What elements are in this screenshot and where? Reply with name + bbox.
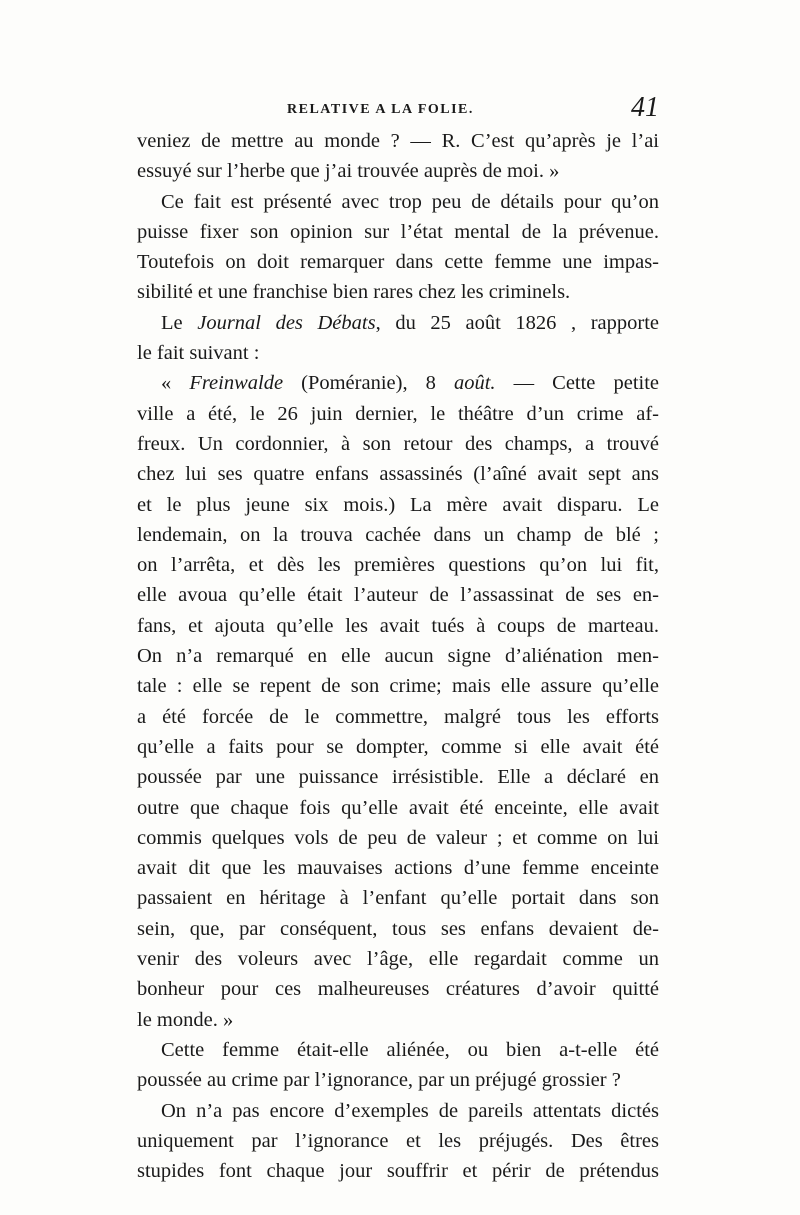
text-line: qu’elle a faits pour se dompter, comme si elle avait été bbox=[137, 735, 659, 758]
place-name: Freinwalde bbox=[189, 372, 284, 395]
text-line: le monde. » bbox=[137, 1008, 234, 1031]
text-line: venir des voleurs avec l’âge, elle regardait comme un bbox=[137, 948, 659, 971]
text-line: elle avoua qu’elle était l’auteur de l’assassinat de ses en- bbox=[137, 584, 659, 607]
text-line: on l’arrêta, et dès les premières questions qu’on lui fit, bbox=[137, 554, 659, 577]
text-line: On n’a remarqué en elle aucun signe d’aliénation men- bbox=[137, 645, 659, 668]
text-line: sibilité et une franchise bien rares chez les criminels. bbox=[137, 281, 571, 304]
text-line: stupides font chaque jour souffrir et périr de prétendus bbox=[137, 1160, 659, 1183]
text-line: On n’a pas encore d’exemples de pareils attentats dictés bbox=[161, 1099, 659, 1122]
text-line: bonheur pour ces malheureuses créatures d’avoir quitté bbox=[137, 978, 659, 1001]
text-line: poussée au crime par l’ignorance, par un préjugé grossier ? bbox=[137, 1069, 621, 1092]
text-fragment: Le bbox=[161, 311, 198, 334]
text-line: fans, et ajouta qu’elle les avait tués à coups de marteau. bbox=[137, 614, 659, 637]
page-header bbox=[137, 92, 659, 126]
text-line: Ce fait est présenté avec trop peu de détails pour qu’on bbox=[161, 190, 659, 213]
text-line: chez lui ses quatre enfans assassinés (l’aîné avait sept ans bbox=[137, 463, 659, 486]
text-line: Cette femme était-elle aliénée, ou bien a-t-elle été bbox=[161, 1038, 659, 1061]
text-fragment: « bbox=[161, 372, 190, 395]
page-number: 41 bbox=[631, 92, 659, 123]
text-line: veniez de mettre au monde ? — R. C’est qu’après je l’ai bbox=[137, 130, 659, 152]
text-line: le fait suivant : bbox=[137, 342, 260, 365]
text-fragment: — Cette petite bbox=[495, 372, 660, 395]
text-fragment: (Poméranie), 8 bbox=[283, 372, 454, 395]
text-line: outre que chaque fois qu’elle avait été enceinte, elle avait bbox=[137, 796, 659, 819]
text-line: freux. Un cordonnier, à son retour des champs, a trouvé bbox=[137, 432, 659, 455]
text-line: tale : elle se repent de son crime; mais elle assure qu’elle bbox=[137, 675, 659, 698]
text-line: poussée par une puissance irrésistible. Elle a déclaré en bbox=[137, 766, 659, 789]
text-line: ville a été, le 26 juin dernier, le théâtre d’un crime af- bbox=[137, 402, 659, 425]
journal-title: Journal des Débats bbox=[197, 311, 376, 334]
text-line: Toutefois on doit remarquer dans cette femme une impas- bbox=[137, 251, 659, 274]
text-line: lendemain, on la trouva cachée dans un champ de blé ; bbox=[137, 523, 659, 546]
text-line: a été forcée de le commettre, malgré tous les efforts bbox=[137, 705, 659, 728]
text-line: passaient en héritage à l’enfant qu’elle portait dans son bbox=[137, 887, 659, 910]
dateline: août. bbox=[453, 372, 496, 395]
text-line: uniquement par l’ignorance et les préjugés. Des êtres bbox=[137, 1129, 659, 1152]
text-line: sein, que, par conséquent, tous ses enfans devaient de- bbox=[137, 917, 659, 940]
text-line: essuyé sur l’herbe que j’ai trouvée auprès de moi. » bbox=[137, 160, 560, 183]
text-fragment: , du 25 août 1826 , rapporte bbox=[375, 311, 659, 334]
text-line bbox=[137, 368, 659, 398]
text-line: et le plus jeune six mois.) La mère avait disparu. Le bbox=[137, 493, 659, 516]
running-head: RELATIVE A LA FOLIE. bbox=[287, 102, 474, 117]
text-line bbox=[137, 308, 659, 338]
text-line: avait dit que les mauvaises actions d’une femme enceinte bbox=[137, 857, 659, 880]
body-text bbox=[137, 126, 659, 1186]
text-line: puisse fixer son opinion sur l’état mental de la prévenue. bbox=[137, 220, 659, 243]
text-line: commis quelques vols de peu de valeur ; et comme on lui bbox=[137, 826, 659, 849]
